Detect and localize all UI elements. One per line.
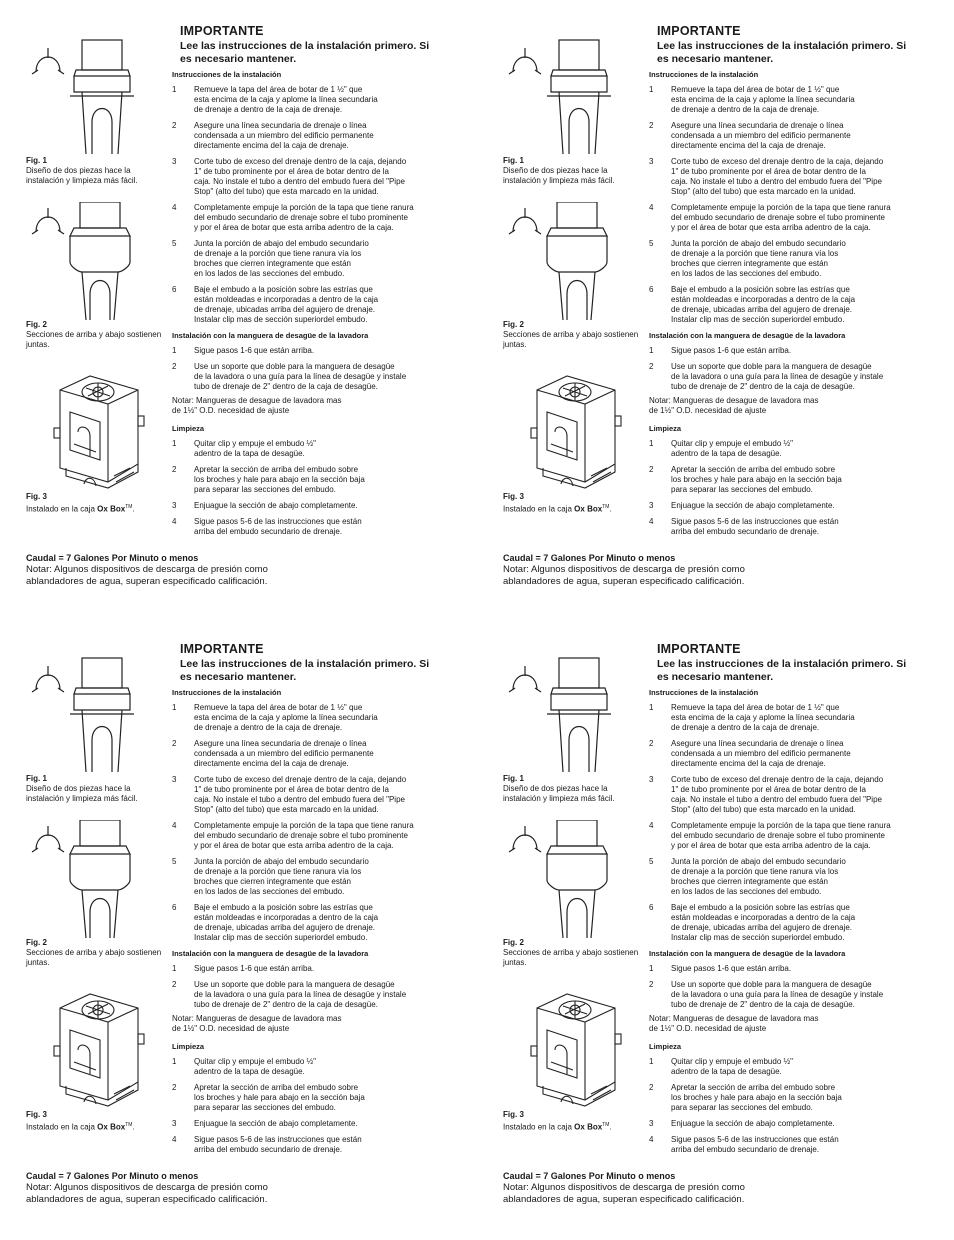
step-text: Apretar la sección de arriba del embudo sobre los broches y hale para abajo en la sección baja para separar las secciones del embudo. (671, 1083, 842, 1112)
step-number: 3 (649, 501, 654, 510)
step-number: 1 (649, 1057, 654, 1066)
fig2-label: Fig. 2 (503, 938, 524, 947)
step-item (649, 1083, 954, 1113)
step-item (649, 85, 954, 115)
step-item (649, 157, 954, 197)
fig3-label: Fig. 3 (26, 1110, 47, 1119)
figure-column (26, 640, 166, 1160)
ox-box-brand: Ox Box (97, 504, 126, 514)
step-item (649, 739, 954, 769)
fig2-caption (503, 320, 643, 350)
step-number: 1 (649, 964, 654, 973)
fig3-text: Instalado en la caja (503, 504, 575, 514)
instruction-column (649, 640, 954, 1161)
step-number: 2 (649, 121, 654, 130)
step-number: 4 (649, 1135, 654, 1144)
step-text: Quitar clip y empuje el embudo ½" adentro de la tapa de desagüe. (671, 1057, 794, 1076)
step-item (172, 465, 484, 495)
cleaning-heading: Limpieza (649, 424, 682, 433)
install-steps (649, 85, 954, 325)
step-text: Completamente empuje la porción de la tapa que tiene ranura del embudo secundario de drenaje sobre el tubo prominente y por el área de botar que esta arriba adentro de la caja. (194, 203, 414, 232)
step-text: Sigue pasos 5-6 de las instrucciones que están arriba del embudo secundario de drenaje. (194, 1135, 362, 1154)
step-text: Corte tubo de exceso del drenaje dentro de la caja, dejando 1" de tubo prominente por el área de botar dentro de la caja. No instale el tubo a dentro del embudo fuera del "Pipe Stop" (alto del tubo) que esta marcado en la unidad. (671, 775, 884, 814)
step-item (172, 239, 484, 279)
step-text: Remueve la tapa del área de botar de 1 ½" que esta encima de la caja y aplome la línea secundaria de drenaje a dentro de la caja de drenaje. (671, 703, 855, 732)
step-text: Asegure una línea secundaria de drenaje o línea condensada a un miembro del edificio permanente directamente encima del la caja de drenaje. (671, 121, 851, 150)
fig2-text: Secciones de arriba y abajo sostienen juntas. (503, 330, 639, 349)
fig1-text: Diseño de dos piezas hace la instalación y limpieza más fácil. (26, 166, 138, 185)
important-subtitle: Lee las instrucciones de la instalación primero. Si es necesario mantener. (657, 40, 907, 65)
step-item (172, 964, 484, 974)
step-item (172, 903, 484, 943)
flow-rate-heading: Caudal = 7 Galones Por Minuto o menos (503, 1171, 676, 1181)
step-text: Enjuague la sección de abajo completamente. (671, 501, 835, 510)
flow-rate-note: Notar: Algunos dispositivos de descarga de presión como ablandadores de agua, superan especificado calificación. (26, 564, 268, 587)
step-text: Baje el embudo a la posición sobre las estrías que están moldeadas e incorporadas a dentro de la caja de drenaje, ubicadas arriba del agujero de drenaje. Instalar clip mas de sección superiordel embudo. (671, 285, 856, 324)
step-number: 5 (172, 857, 177, 866)
fig1-caption (26, 156, 166, 186)
step-text: Apretar la sección de arriba del embudo sobre los broches y hale para abajo en la sección baja para separar las secciones del embudo. (194, 465, 365, 494)
step-number: 2 (649, 980, 654, 989)
step-number: 2 (172, 739, 177, 748)
instruction-sheet-top-left (26, 22, 496, 622)
cleaning-heading: Limpieza (172, 424, 205, 433)
step-item (649, 346, 954, 356)
ox-box-installed-illustration (30, 990, 160, 1110)
fig3-end: . (609, 504, 612, 514)
washer-steps (172, 964, 484, 1010)
washer-steps (649, 964, 954, 1010)
install-heading: Instrucciones de la instalación (172, 688, 282, 697)
figure-column (503, 640, 643, 1160)
fig1-caption (503, 774, 643, 804)
step-number: 2 (649, 1083, 654, 1092)
flow-rate-block (26, 1170, 486, 1206)
washer-heading: Instalación con la manguera de desagüe de la lavadora (172, 331, 369, 340)
step-number: 4 (172, 821, 177, 830)
step-text: Junta la porción de abajo del embudo secundario de drenaje a la porción que tiene ranura vía los broches que cierren integramente que están en los lados de las secciones del embudo. (194, 239, 369, 278)
instruction-sheet-bottom-left (26, 640, 496, 1240)
step-text: Apretar la sección de arriba del embudo sobre los broches y hale para abajo en la sección baja para separar las secciones del embudo. (671, 465, 842, 494)
step-number: 1 (172, 346, 177, 355)
step-number: 2 (649, 739, 654, 748)
install-heading: Instrucciones de la instalación (649, 688, 759, 697)
funnel-assembled-illustration (507, 202, 637, 320)
step-number: 6 (649, 285, 654, 294)
step-item (172, 85, 484, 115)
step-item (172, 362, 484, 392)
step-number: 3 (649, 1119, 654, 1128)
step-item (649, 1057, 954, 1077)
fig3-caption (503, 492, 643, 515)
step-text: Quitar clip y empuje el embudo ½" adentro de la tapa de desagüe. (194, 1057, 317, 1076)
step-item (649, 285, 954, 325)
cleaning-steps (172, 439, 484, 537)
fig1-label: Fig. 1 (503, 774, 524, 783)
step-number: 2 (172, 121, 177, 130)
flow-rate-note: Notar: Algunos dispositivos de descarga de presión como ablandadores de agua, superan especificado calificación. (503, 564, 745, 587)
step-number: 1 (172, 1057, 177, 1066)
step-number: 2 (172, 465, 177, 474)
step-number: 4 (649, 517, 654, 526)
fig1-text: Diseño de dos piezas hace la instalación y limpieza más fácil. (26, 784, 138, 803)
step-number: 4 (649, 821, 654, 830)
fig3-end: . (132, 1122, 135, 1132)
step-number: 2 (172, 362, 177, 371)
step-number: 3 (172, 157, 177, 166)
step-item (172, 739, 484, 769)
fig2-label: Fig. 2 (26, 938, 47, 947)
step-text: Sigue pasos 1-6 que están arriba. (194, 964, 315, 973)
step-item (172, 857, 484, 897)
fig3-caption (503, 1110, 643, 1133)
funnel-assembled-illustration (30, 820, 160, 938)
fig3-label: Fig. 3 (503, 1110, 524, 1119)
flow-rate-block (26, 552, 486, 588)
step-text: Remueve la tapa del área de botar de 1 ½" que esta encima de la caja y aplome la línea secundaria de drenaje a dentro de la caja de drenaje. (671, 85, 855, 114)
fig3-text: Instalado en la caja (26, 1122, 98, 1132)
fig1-caption (503, 156, 643, 186)
step-number: 5 (172, 239, 177, 248)
washer-steps (172, 346, 484, 392)
important-title: IMPORTANTE (180, 24, 264, 38)
step-item (172, 121, 484, 151)
important-title: IMPORTANTE (657, 24, 741, 38)
install-heading: Instrucciones de la instalación (649, 70, 759, 79)
step-number: 4 (172, 1135, 177, 1144)
step-item (172, 1057, 484, 1077)
step-text: Sigue pasos 5-6 de las instrucciones que están arriba del embudo secundario de drenaje. (194, 517, 362, 536)
step-text: Corte tubo de exceso del drenaje dentro de la caja, dejando 1" de tubo prominente por el área de botar dentro de la caja. No instale el tubo a dentro del embudo fuera del "Pipe Stop" (alto del tubo) que esta marcado en la unidad. (194, 157, 407, 196)
important-subtitle: Lee las instrucciones de la instalación primero. Si es necesario mantener. (180, 40, 430, 65)
washer-note: Notar: Mangueras de desague de lavadora mas de 1½" O.D. necesidad de ajuste (649, 1014, 819, 1033)
funnel-exploded-illustration (30, 32, 160, 154)
step-item (649, 439, 954, 459)
fig3-label: Fig. 3 (26, 492, 47, 501)
step-item (649, 1135, 954, 1155)
step-text: Enjuague la sección de abajo completamente. (671, 1119, 835, 1128)
flow-rate-block (503, 552, 954, 588)
step-number: 6 (649, 903, 654, 912)
washer-note: Notar: Mangueras de desague de lavadora mas de 1½" O.D. necesidad de ajuste (172, 396, 342, 415)
figure-column (503, 22, 643, 542)
install-heading: Instrucciones de la instalación (172, 70, 282, 79)
step-number: 4 (172, 517, 177, 526)
step-number: 2 (649, 465, 654, 474)
step-text: Apretar la sección de arriba del embudo sobre los broches y hale para abajo en la sección baja para separar las secciones del embudo. (194, 1083, 365, 1112)
cleaning-heading: Limpieza (172, 1042, 205, 1051)
step-item (649, 775, 954, 815)
ox-box-brand: Ox Box (574, 504, 603, 514)
instruction-column (172, 22, 484, 543)
fig3-end: . (609, 1122, 612, 1132)
step-text: Asegure una línea secundaria de drenaje o línea condensada a un miembro del edificio permanente directamente encima del la caja de drenaje. (194, 739, 374, 768)
step-text: Completamente empuje la porción de la tapa que tiene ranura del embudo secundario de drenaje sobre el tubo prominente y por el área de botar que esta arriba adentro de la caja. (194, 821, 414, 850)
ox-box-installed-illustration (30, 372, 160, 492)
step-text: Use un soporte que doble para la manguera de desagüe de la lavadora o una guía para la línea de desagüe y instale tubo de drenaje de 2" dentro de la caja de desagüe. (671, 980, 884, 1009)
cleaning-heading: Limpieza (649, 1042, 682, 1051)
fig2-caption (26, 938, 166, 968)
fig3-text: Instalado en la caja (503, 1122, 575, 1132)
flow-rate-heading: Caudal = 7 Galones Por Minuto o menos (26, 553, 199, 563)
important-title: IMPORTANTE (180, 642, 264, 656)
fig1-text: Diseño de dos piezas hace la instalación y limpieza más fácil. (503, 784, 615, 803)
step-text: Sigue pasos 1-6 que están arriba. (194, 346, 315, 355)
step-number: 2 (172, 1083, 177, 1092)
step-number: 2 (172, 980, 177, 989)
flow-rate-block (503, 1170, 954, 1206)
fig2-caption (503, 938, 643, 968)
step-number: 3 (172, 1119, 177, 1128)
fig1-label: Fig. 1 (26, 774, 47, 783)
step-number: 5 (649, 857, 654, 866)
trademark-mark: TM (125, 504, 133, 510)
fig3-text: Instalado en la caja (26, 504, 98, 514)
step-number: 1 (649, 85, 654, 94)
cleaning-steps (649, 439, 954, 537)
ox-box-installed-illustration (507, 372, 637, 492)
washer-note: Notar: Mangueras de desague de lavadora mas de 1½" O.D. necesidad de ajuste (649, 396, 819, 415)
trademark-mark: TM (602, 504, 610, 510)
step-text: Use un soporte que doble para la manguera de desagüe de la lavadora o una guía para la línea de desagüe y instale tubo de drenaje de 2" dentro de la caja de desagüe. (671, 362, 884, 391)
step-text: Asegure una línea secundaria de drenaje o línea condensada a un miembro del edificio permanente directamente encima del la caja de drenaje. (194, 121, 374, 150)
step-item (172, 346, 484, 356)
step-item (172, 517, 484, 537)
step-number: 5 (649, 239, 654, 248)
fig3-end: . (132, 504, 135, 514)
step-text: Use un soporte que doble para la manguera de desagüe de la lavadora o una guía para la línea de desagüe y instale tubo de drenaje de 2" dentro de la caja de desagüe. (194, 980, 407, 1009)
ox-box-installed-illustration (507, 990, 637, 1110)
step-text: Enjuague la sección de abajo completamente. (194, 1119, 358, 1128)
step-text: Baje el embudo a la posición sobre las estrías que están moldeadas e incorporadas a dentro de la caja de drenaje, ubicadas arriba del agujero de drenaje. Instalar clip mas de sección superiordel embudo. (194, 903, 379, 942)
flow-rate-note: Notar: Algunos dispositivos de descarga de presión como ablandadores de agua, superan especificado calificación. (26, 1182, 268, 1205)
install-steps (649, 703, 954, 943)
step-item (172, 439, 484, 459)
step-item (649, 239, 954, 279)
step-item (649, 980, 954, 1010)
step-text: Sigue pasos 1-6 que están arriba. (671, 964, 792, 973)
fig1-label: Fig. 1 (503, 156, 524, 165)
step-number: 1 (649, 703, 654, 712)
instruction-sheet-bottom-right (503, 640, 954, 1240)
washer-heading: Instalación con la manguera de desagüe de la lavadora (649, 949, 846, 958)
step-text: Remueve la tapa del área de botar de 1 ½" que esta encima de la caja y aplome la línea secundaria de drenaje a dentro de la caja de drenaje. (194, 85, 378, 114)
step-item (649, 1119, 954, 1129)
step-item (172, 157, 484, 197)
step-item (649, 703, 954, 733)
important-title: IMPORTANTE (657, 642, 741, 656)
step-number: 3 (649, 157, 654, 166)
step-item (172, 703, 484, 733)
step-text: Sigue pasos 1-6 que están arriba. (671, 346, 792, 355)
step-number: 4 (172, 203, 177, 212)
step-number: 1 (172, 703, 177, 712)
step-number: 3 (172, 501, 177, 510)
step-text: Enjuague la sección de abajo completamente. (194, 501, 358, 510)
step-text: Quitar clip y empuje el embudo ½" adentro de la tapa de desagüe. (194, 439, 317, 458)
step-item (172, 1135, 484, 1155)
step-number: 6 (172, 285, 177, 294)
instruction-column (649, 22, 954, 543)
fig2-caption (26, 320, 166, 350)
fig3-caption (26, 492, 166, 515)
step-item (172, 980, 484, 1010)
step-text: Corte tubo de exceso del drenaje dentro de la caja, dejando 1" de tubo prominente por el área de botar dentro de la caja. No instale el tubo a dentro del embudo fuera del "Pipe Stop" (alto del tubo) que esta marcado en la unidad. (671, 157, 884, 196)
fig2-label: Fig. 2 (503, 320, 524, 329)
step-item (172, 285, 484, 325)
step-number: 1 (172, 85, 177, 94)
step-item (649, 964, 954, 974)
flow-rate-heading: Caudal = 7 Galones Por Minuto o menos (26, 1171, 199, 1181)
step-number: 3 (172, 775, 177, 784)
step-text: Corte tubo de exceso del drenaje dentro de la caja, dejando 1" de tubo prominente por el área de botar dentro de la caja. No instale el tubo a dentro del embudo fuera del "Pipe Stop" (alto del tubo) que esta marcado en la unidad. (194, 775, 407, 814)
ox-box-brand: Ox Box (97, 1122, 126, 1132)
step-text: Baje el embudo a la posición sobre las estrías que están moldeadas e incorporadas a dentro de la caja de drenaje, ubicadas arriba del agujero de drenaje. Instalar clip mas de sección superiordel embudo. (194, 285, 379, 324)
important-subtitle: Lee las instrucciones de la instalación primero. Si es necesario mantener. (180, 658, 430, 683)
step-text: Baje el embudo a la posición sobre las estrías que están moldeadas e incorporadas a dentro de la caja de drenaje, ubicadas arriba del agujero de drenaje. Instalar clip mas de sección superiordel embudo. (671, 903, 856, 942)
trademark-mark: TM (125, 1122, 133, 1128)
flow-rate-note: Notar: Algunos dispositivos de descarga de presión como ablandadores de agua, superan especificado calificación. (503, 1182, 745, 1205)
step-number: 2 (649, 362, 654, 371)
install-steps (172, 703, 484, 943)
fig2-text: Secciones de arriba y abajo sostienen juntas. (26, 948, 162, 967)
step-text: Sigue pasos 5-6 de las instrucciones que están arriba del embudo secundario de drenaje. (671, 1135, 839, 1154)
step-number: 1 (172, 964, 177, 973)
funnel-exploded-illustration (507, 32, 637, 154)
step-number: 6 (172, 903, 177, 912)
fig3-caption (26, 1110, 166, 1133)
fig1-caption (26, 774, 166, 804)
step-item (649, 362, 954, 392)
funnel-exploded-illustration (30, 650, 160, 772)
step-item (172, 1083, 484, 1113)
step-item (172, 821, 484, 851)
figure-column (26, 22, 166, 542)
step-number: 4 (649, 203, 654, 212)
step-number: 1 (172, 439, 177, 448)
install-steps (172, 85, 484, 325)
step-text: Junta la porción de abajo del embudo secundario de drenaje a la porción que tiene ranura vía los broches que cierren integramente que están en los lados de las secciones del embudo. (671, 239, 846, 278)
step-number: 1 (649, 346, 654, 355)
washer-heading: Instalación con la manguera de desagüe de la lavadora (172, 949, 369, 958)
step-text: Use un soporte que doble para la manguera de desagüe de la lavadora o una guía para la línea de desagüe y instale tubo de drenaje de 2" dentro de la caja de desagüe. (194, 362, 407, 391)
step-item (172, 501, 484, 511)
step-item (172, 775, 484, 815)
step-item (649, 903, 954, 943)
step-text: Junta la porción de abajo del embudo secundario de drenaje a la porción que tiene ranura vía los broches que cierren integramente que están en los lados de las secciones del embudo. (671, 857, 846, 896)
step-number: 1 (649, 439, 654, 448)
trademark-mark: TM (602, 1122, 610, 1128)
step-text: Completamente empuje la porción de la tapa que tiene ranura del embudo secundario de drenaje sobre el tubo prominente y por el área de botar que esta arriba adentro de la caja. (671, 203, 891, 232)
step-text: Asegure una línea secundaria de drenaje o línea condensada a un miembro del edificio permanente directamente encima del la caja de drenaje. (671, 739, 851, 768)
step-text: Junta la porción de abajo del embudo secundario de drenaje a la porción que tiene ranura vía los broches que cierren integramente que están en los lados de las secciones del embudo. (194, 857, 369, 896)
step-number: 3 (649, 775, 654, 784)
step-text: Quitar clip y empuje el embudo ½" adentro de la tapa de desagüe. (671, 439, 794, 458)
instruction-column (172, 640, 484, 1161)
washer-steps (649, 346, 954, 392)
flow-rate-heading: Caudal = 7 Galones Por Minuto o menos (503, 553, 676, 563)
funnel-assembled-illustration (30, 202, 160, 320)
funnel-exploded-illustration (507, 650, 637, 772)
washer-heading: Instalación con la manguera de desagüe de la lavadora (649, 331, 846, 340)
step-item (649, 203, 954, 233)
step-item (649, 857, 954, 897)
instruction-sheet-top-right (503, 22, 954, 622)
fig1-label: Fig. 1 (26, 156, 47, 165)
step-text: Remueve la tapa del área de botar de 1 ½" que esta encima de la caja y aplome la línea secundaria de drenaje a dentro de la caja de drenaje. (194, 703, 378, 732)
fig1-text: Diseño de dos piezas hace la instalación y limpieza más fácil. (503, 166, 615, 185)
fig2-text: Secciones de arriba y abajo sostienen juntas. (503, 948, 639, 967)
step-item (172, 1119, 484, 1129)
fig2-text: Secciones de arriba y abajo sostienen juntas. (26, 330, 162, 349)
step-text: Completamente empuje la porción de la tapa que tiene ranura del embudo secundario de drenaje sobre el tubo prominente y por el área de botar que esta arriba adentro de la caja. (671, 821, 891, 850)
ox-box-brand: Ox Box (574, 1122, 603, 1132)
step-item (649, 121, 954, 151)
step-item (649, 517, 954, 537)
step-item (649, 465, 954, 495)
cleaning-steps (172, 1057, 484, 1155)
important-subtitle: Lee las instrucciones de la instalación primero. Si es necesario mantener. (657, 658, 907, 683)
step-item (172, 203, 484, 233)
washer-note: Notar: Mangueras de desague de lavadora mas de 1½" O.D. necesidad de ajuste (172, 1014, 342, 1033)
step-text: Sigue pasos 5-6 de las instrucciones que están arriba del embudo secundario de drenaje. (671, 517, 839, 536)
fig3-label: Fig. 3 (503, 492, 524, 501)
step-item (649, 821, 954, 851)
step-item (649, 501, 954, 511)
fig2-label: Fig. 2 (26, 320, 47, 329)
funnel-assembled-illustration (507, 820, 637, 938)
cleaning-steps (649, 1057, 954, 1155)
